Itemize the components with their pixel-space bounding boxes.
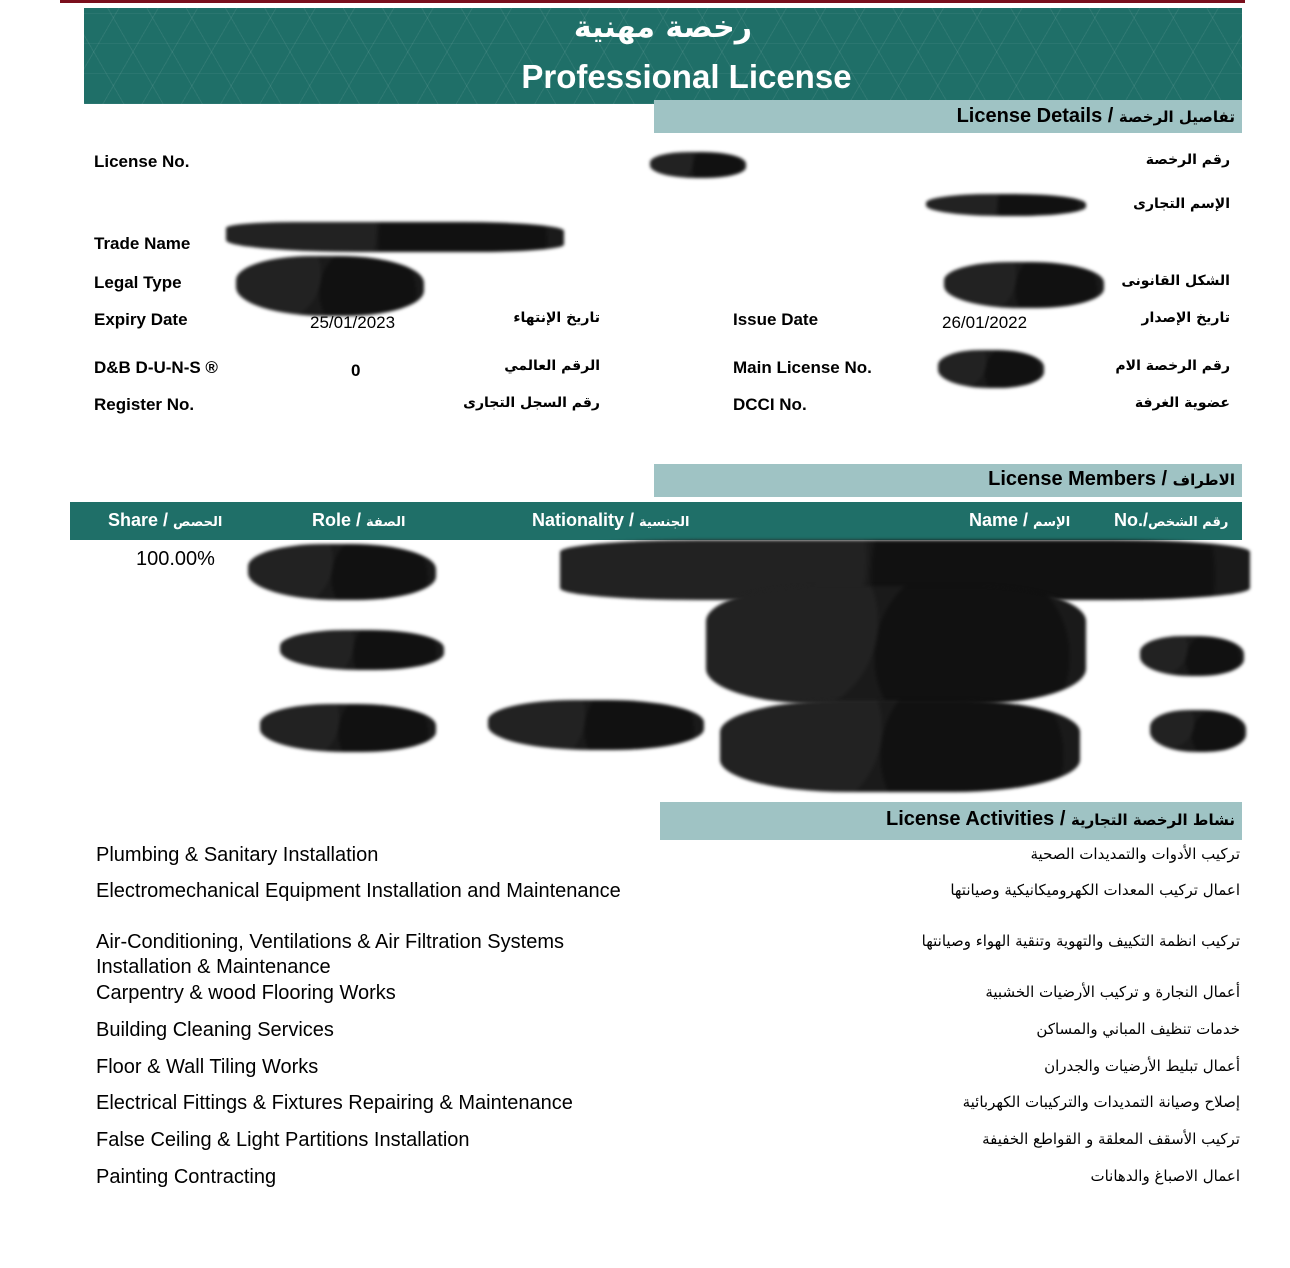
legal-type-label-ar: الشكل القانونى [1121,273,1230,289]
license-members-title-ar: الاطراف [1172,471,1235,489]
license-activities-title-ar: نشاط الرخصة التجارية [1070,811,1235,829]
trade-name-label-ar: الإسم التجارى [1133,196,1230,212]
activity-ar: أعمال النجارة و تركيب الأرضيات الخشبية [985,983,1240,1001]
license-details-title-en: License Details [956,105,1103,127]
col-nationality: Nationality / الجنسية [532,510,690,530]
issue-date-value: 26/01/2022 [942,313,1028,332]
col-person-no: No./رقم الشخص [1114,510,1229,530]
duns-label: D&B D-U-N-S ® [94,358,218,377]
title-english: Professional License [521,58,852,95]
redacted-member-name-3 [720,700,1080,792]
activity-en: Carpentry & wood Flooring Works [96,982,396,1004]
duns-value: 0 [351,361,361,380]
redacted-member-role-3 [260,704,436,752]
expiry-date-value: 25/01/2023 [310,313,396,332]
redacted-member-nationality-3 [488,700,704,750]
redacted-main-license [938,350,1044,388]
redacted-member-name-block [706,586,1086,704]
redacted-member-no-3 [1150,710,1246,752]
license-members-title-en: License Members [988,468,1156,490]
redacted-legal-type-ar [944,262,1104,308]
license-no-label: License No. [94,152,190,171]
dcci-label: DCCI No. [733,395,807,414]
issue-date-label: Issue Date [733,310,819,329]
license-activities-title-en: License Activities [886,808,1055,830]
activity-en: False Ceiling & Light Partitions Installation [96,1129,470,1151]
redacted-member-role-2 [280,630,444,670]
dcci-label-ar: عضوية الغرفة [1134,395,1230,411]
register-no-label-ar: رقم السجل التجارى [463,395,600,411]
activity-ar: اعمال تركيب المعدات الكهروميكانيكية وصيانتها [950,881,1240,899]
activity-ar: تركيب الأسقف المعلقة و القواطع الخفيفة [982,1130,1240,1148]
activity-ar: خدمات تنظيف المباني والمساكن [1036,1020,1240,1038]
trade-name-label: Trade Name [94,234,191,253]
activity-en: Air-Conditioning, Ventilations & Air Filtration Systems Installation & Maintenance [96,931,564,978]
activity-ar: اعمال الاصباغ والدهانات [1090,1167,1240,1185]
member-share-value: 100.00% [136,548,215,570]
redacted-member-no-2 [1140,636,1244,676]
issue-date-label-ar: تاريخ الإصدار [1141,310,1230,326]
redacted-legal-type [236,256,424,316]
license-details-title-ar: تفاصيل الرخصة [1118,108,1235,126]
col-name: Name / الإسم [969,510,1071,530]
col-share: Share / الحصص [108,510,223,530]
license-details-title: License Details / تفاصيل الرخصة [956,105,1235,127]
duns-label-ar: الرقم العالمي [504,358,600,374]
license-activities-title: License Activities / نشاط الرخصة التجارية [886,808,1235,830]
license-no-label-ar: رقم الرخصة [1145,152,1230,168]
redacted-member-role-1 [248,544,436,600]
license-members-title: License Members / الاطراف [988,468,1235,490]
activity-ar: أعمال تبليط الأرضيات والجدران [1044,1057,1240,1075]
activity-en: Electrical Fittings & Fixtures Repairing & Maintenance [96,1092,573,1114]
activity-ar: إصلاح وصيانة التمديدات والتركيبات الكهربائية [962,1093,1240,1111]
top-border [60,0,1245,3]
expiry-date-label: Expiry Date [94,310,188,329]
col-role: Role / الصفة [312,510,406,530]
redacted-license-no [650,152,746,178]
title-arabic: رخصة مهنية [573,10,753,45]
activity-en: Floor & Wall Tiling Works [96,1056,319,1078]
redacted-trade-name-ar [926,194,1086,216]
main-license-label-ar: رقم الرخصة الام [1115,358,1230,374]
activity-ar: تركيب الأدوات والتمديدات الصحية [1030,845,1240,863]
members-table-header [70,502,1242,540]
legal-type-label: Legal Type [94,273,182,292]
redacted-trade-name [226,222,564,252]
activity-en: Plumbing & Sanitary Installation [96,844,379,866]
expiry-date-label-ar: تاريخ الإنتهاء [513,310,600,326]
main-license-label: Main License No. [733,358,872,377]
activity-ar: تركيب انظمة التكييف والتهوية وتنقية الهواء وصيانتها [921,932,1240,950]
activity-en: Building Cleaning Services [96,1019,334,1041]
activity-en: Electromechanical Equipment Installation and Maintenance [96,880,621,902]
activity-en: Painting Contracting [96,1166,277,1188]
register-no-label: Register No. [94,395,195,414]
